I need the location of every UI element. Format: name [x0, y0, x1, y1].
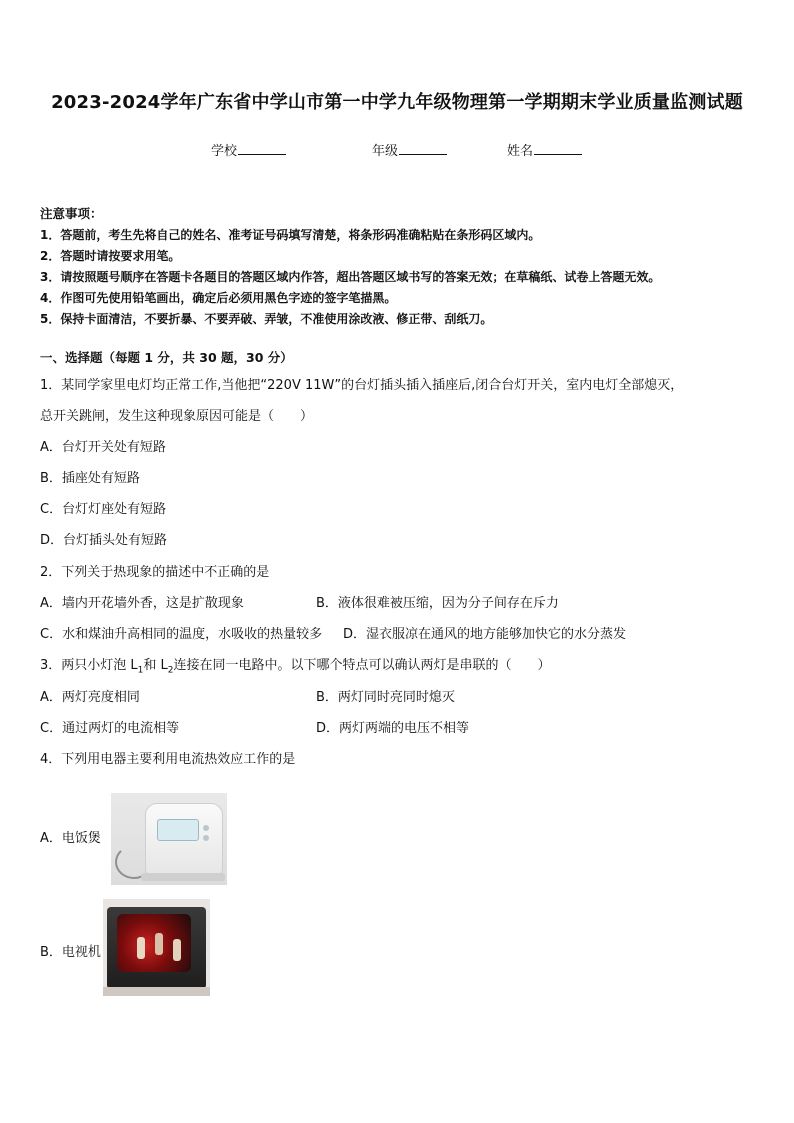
q1-option-c[interactable]: C．台灯灯座处有短路: [40, 502, 167, 517]
school-label: 学校: [211, 144, 238, 159]
grade-label: 年级: [372, 144, 399, 159]
q2-option-c[interactable]: C．水和煤油升高相同的温度，水吸收的热量较多: [40, 627, 323, 642]
q1-option-a[interactable]: A．台灯开关处有短路: [40, 440, 166, 455]
grade-blank[interactable]: [399, 142, 447, 155]
q4-option-a[interactable]: A．电饭煲: [40, 831, 101, 846]
television-image: [103, 899, 210, 996]
q2-stem: 2．下列关于热现象的描述中不正确的是: [40, 565, 270, 580]
notes-item: 1．答题前，考生先将自己的姓名、准考证号码填写清楚，将条形码准确粘贴在条形码区域内。: [40, 228, 541, 242]
q2-option-d[interactable]: D．湿衣服凉在通风的地方能够加快它的水分蒸发: [343, 627, 627, 642]
notes-item: 3．请按照题号顺序在答题卡各题目的答题区域内作答，超出答题区域书写的答案无效；在草稿纸、试卷上答题无效。: [40, 270, 661, 284]
page-title: 2023-2024学年广东省中学山市第一中学九年级物理第一学期期末学业质量监测试题: [51, 92, 743, 113]
q3-stem-mid: 和 L: [143, 658, 168, 673]
q1-stem-line2: 总开关跳闸，发生这种现象原因可能是（ ）: [40, 409, 314, 424]
q2-option-b[interactable]: B．液体很难被压缩，因为分子间存在斥力: [316, 596, 559, 611]
q3-stem-pre: 3．两只小灯泡 L: [40, 658, 138, 673]
grade-field[interactable]: [372, 140, 447, 159]
q3-option-c[interactable]: C．通过两灯的电流相等: [40, 721, 180, 736]
q3-sub-1: 1: [137, 665, 144, 676]
q3-sub-2: 2: [167, 665, 174, 676]
q3-option-d[interactable]: D．两灯两端的电压不相等: [316, 721, 470, 736]
rice-cooker-image: [111, 793, 227, 885]
student-info-fields: [0, 140, 794, 160]
name-label: 姓名: [507, 144, 534, 159]
q4-stem: 4．下列用电器主要利用电流热效应工作的是: [40, 752, 296, 767]
notes-item: 4．作图可先使用铅笔画出，确定后必须用黑色字迹的签字笔描黑。: [40, 291, 397, 305]
q1-option-d[interactable]: D．台灯插头处有短路: [40, 533, 168, 548]
q3-option-b[interactable]: B．两灯同时亮同时熄灭: [316, 690, 455, 705]
q1-stem-line1: 1．某同学家里电灯均正常工作,当他把“220V 11W”的台灯插头插入插座后,闭合台灯开关，室内电灯全部熄灭，: [40, 378, 684, 393]
q1-option-b[interactable]: B．插座处有短路: [40, 471, 140, 486]
school-field[interactable]: [211, 140, 286, 159]
notes-block: [40, 204, 770, 331]
q3-stem: [40, 654, 551, 676]
name-field[interactable]: [507, 140, 582, 159]
q3-stem-post: 连接在同一电路中。以下哪个特点可以确认两灯是串联的（ ）: [173, 658, 551, 673]
q4-option-b[interactable]: B．电视机: [40, 945, 101, 960]
name-blank[interactable]: [534, 142, 582, 155]
notes-item: 2．答题时请按要求用笔。: [40, 249, 181, 263]
q3-option-a[interactable]: A．两灯亮度相同: [40, 690, 140, 705]
school-blank[interactable]: [238, 142, 286, 155]
section-title: 一、选择题（每题 1 分，共 30 题，30 分）: [40, 350, 293, 365]
notes-item: 5．保持卡面清洁，不要折暴、不要弄破、弄皱，不准使用涂改液、修正带、刮纸刀。: [40, 312, 493, 326]
q2-option-a[interactable]: A．墙内开花墙外香，这是扩散现象: [40, 596, 244, 611]
notes-heading: 注意事项：: [40, 206, 103, 221]
